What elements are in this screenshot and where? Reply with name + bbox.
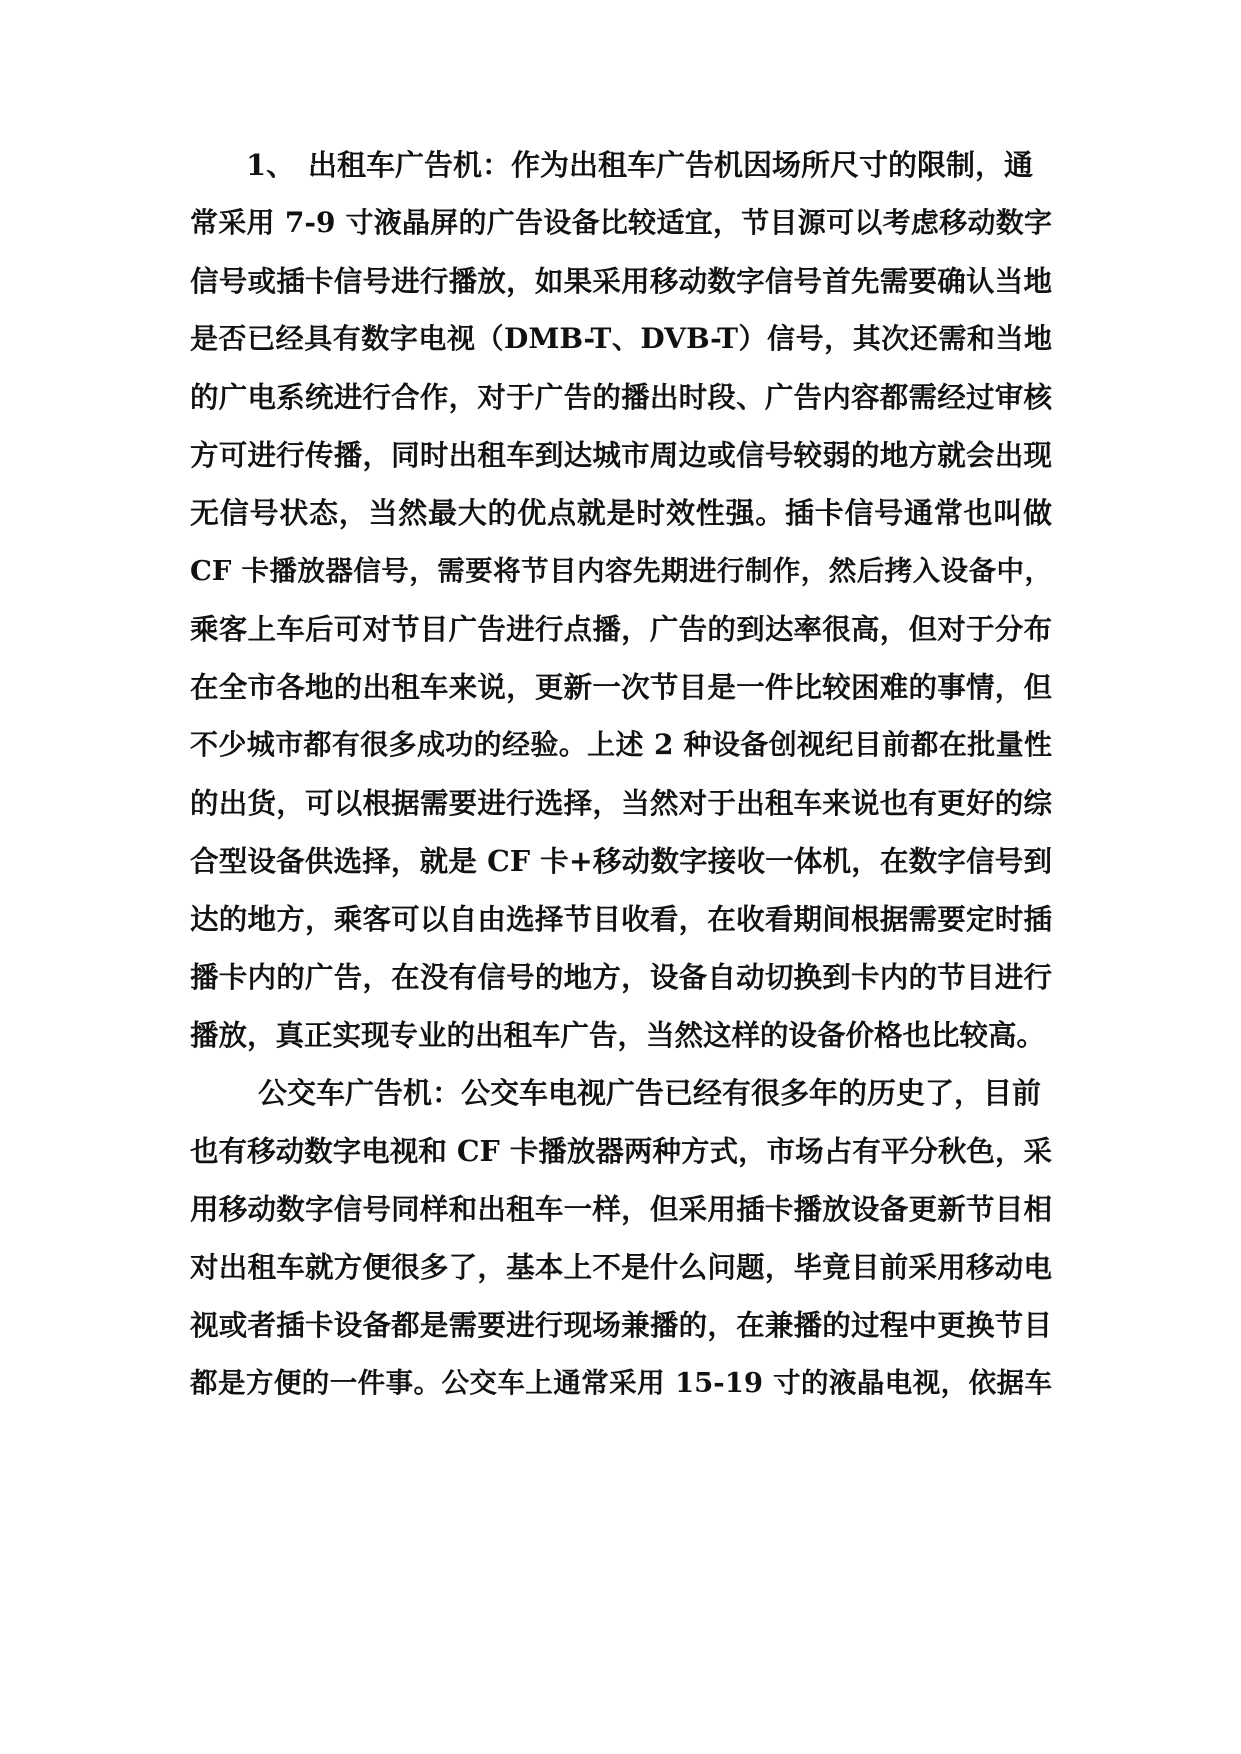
paragraph-line: 的出货，可以根据需要进行选择，当然对于出租车来说也有更好的综	[190, 786, 1052, 820]
paragraph-line: 也有移动数字电视和 CF 卡播放器两种方式，市场占有平分秋色，采	[190, 1134, 1052, 1168]
paragraph-line: CF 卡播放器信号，需要将节目内容先期进行制作，然后拷入设备中，	[190, 555, 1052, 587]
paragraph-line: 方可进行传播，同时出租车到达城市周边或信号较弱的地方就会出现	[190, 438, 1052, 472]
paragraph-line: 乘客上车后可对节目广告进行点播，广告的到达率很高，但对于分布	[190, 612, 1052, 646]
paragraph-line: 对出租车就方便很多了，基本上不是什么问题，毕竟目前采用移动电	[190, 1250, 1052, 1284]
paragraph-line: 常采用 7-9 寸液晶屏的广告设备比较适宜，节目源可以考虑移动数字	[190, 206, 1052, 239]
paragraph-line: 播卡内的广告，在没有信号的地方，设备自动切换到卡内的节目进行	[190, 960, 1052, 994]
paragraph-line: 信号或插卡信号进行播放，如果采用移动数字信号首先需要确认当地	[190, 264, 1052, 298]
paragraph-line: 的广电系统进行合作，对于广告的播出时段、广告内容都需经过审核	[190, 380, 1052, 414]
paragraph-line: 在全市各地的出租车来说，更新一次节目是一件比较困难的事情，但	[190, 670, 1052, 704]
list-number: 1、	[246, 148, 296, 182]
paragraph-line: 是否已经具有数字电视（DMB-T、DVB-T）信号，其次还需和当地	[190, 322, 1052, 355]
paragraph-line: 视或者插卡设备都是需要进行现场兼播的，在兼播的过程中更换节目	[190, 1308, 1052, 1342]
paragraph-line: 无信号状态，当然最大的优点就是时效性强。插卡信号通常也叫做	[190, 496, 1052, 530]
paragraph-line: 出租车广告机：作为出租车广告机因场所尺寸的限制，通	[308, 148, 1034, 182]
paragraph-line: 用移动数字信号同样和出租车一样，但采用插卡播放设备更新节目相	[190, 1192, 1052, 1226]
paragraph-line: 都是方便的一件事。公交车上通常采用 15-19 寸的液晶电视，依据车	[190, 1367, 1052, 1399]
paragraph-line: 播放，真正实现专业的出租车广告，当然这样的设备价格也比较高。	[190, 1018, 1046, 1052]
paragraph-line: 达的地方，乘客可以自由选择节目收看，在收看期间根据需要定时插	[190, 902, 1052, 936]
paragraph-line: 合型设备供选择，就是 CF 卡+移动数字接收一体机，在数字信号到	[190, 844, 1052, 878]
paragraph-line: 公交车广告机：公交车电视广告已经有很多年的历史了，目前	[258, 1076, 1042, 1110]
paragraph-line: 不少城市都有很多成功的经验。上述 2 种设备创视纪目前都在批量性	[190, 728, 1052, 761]
